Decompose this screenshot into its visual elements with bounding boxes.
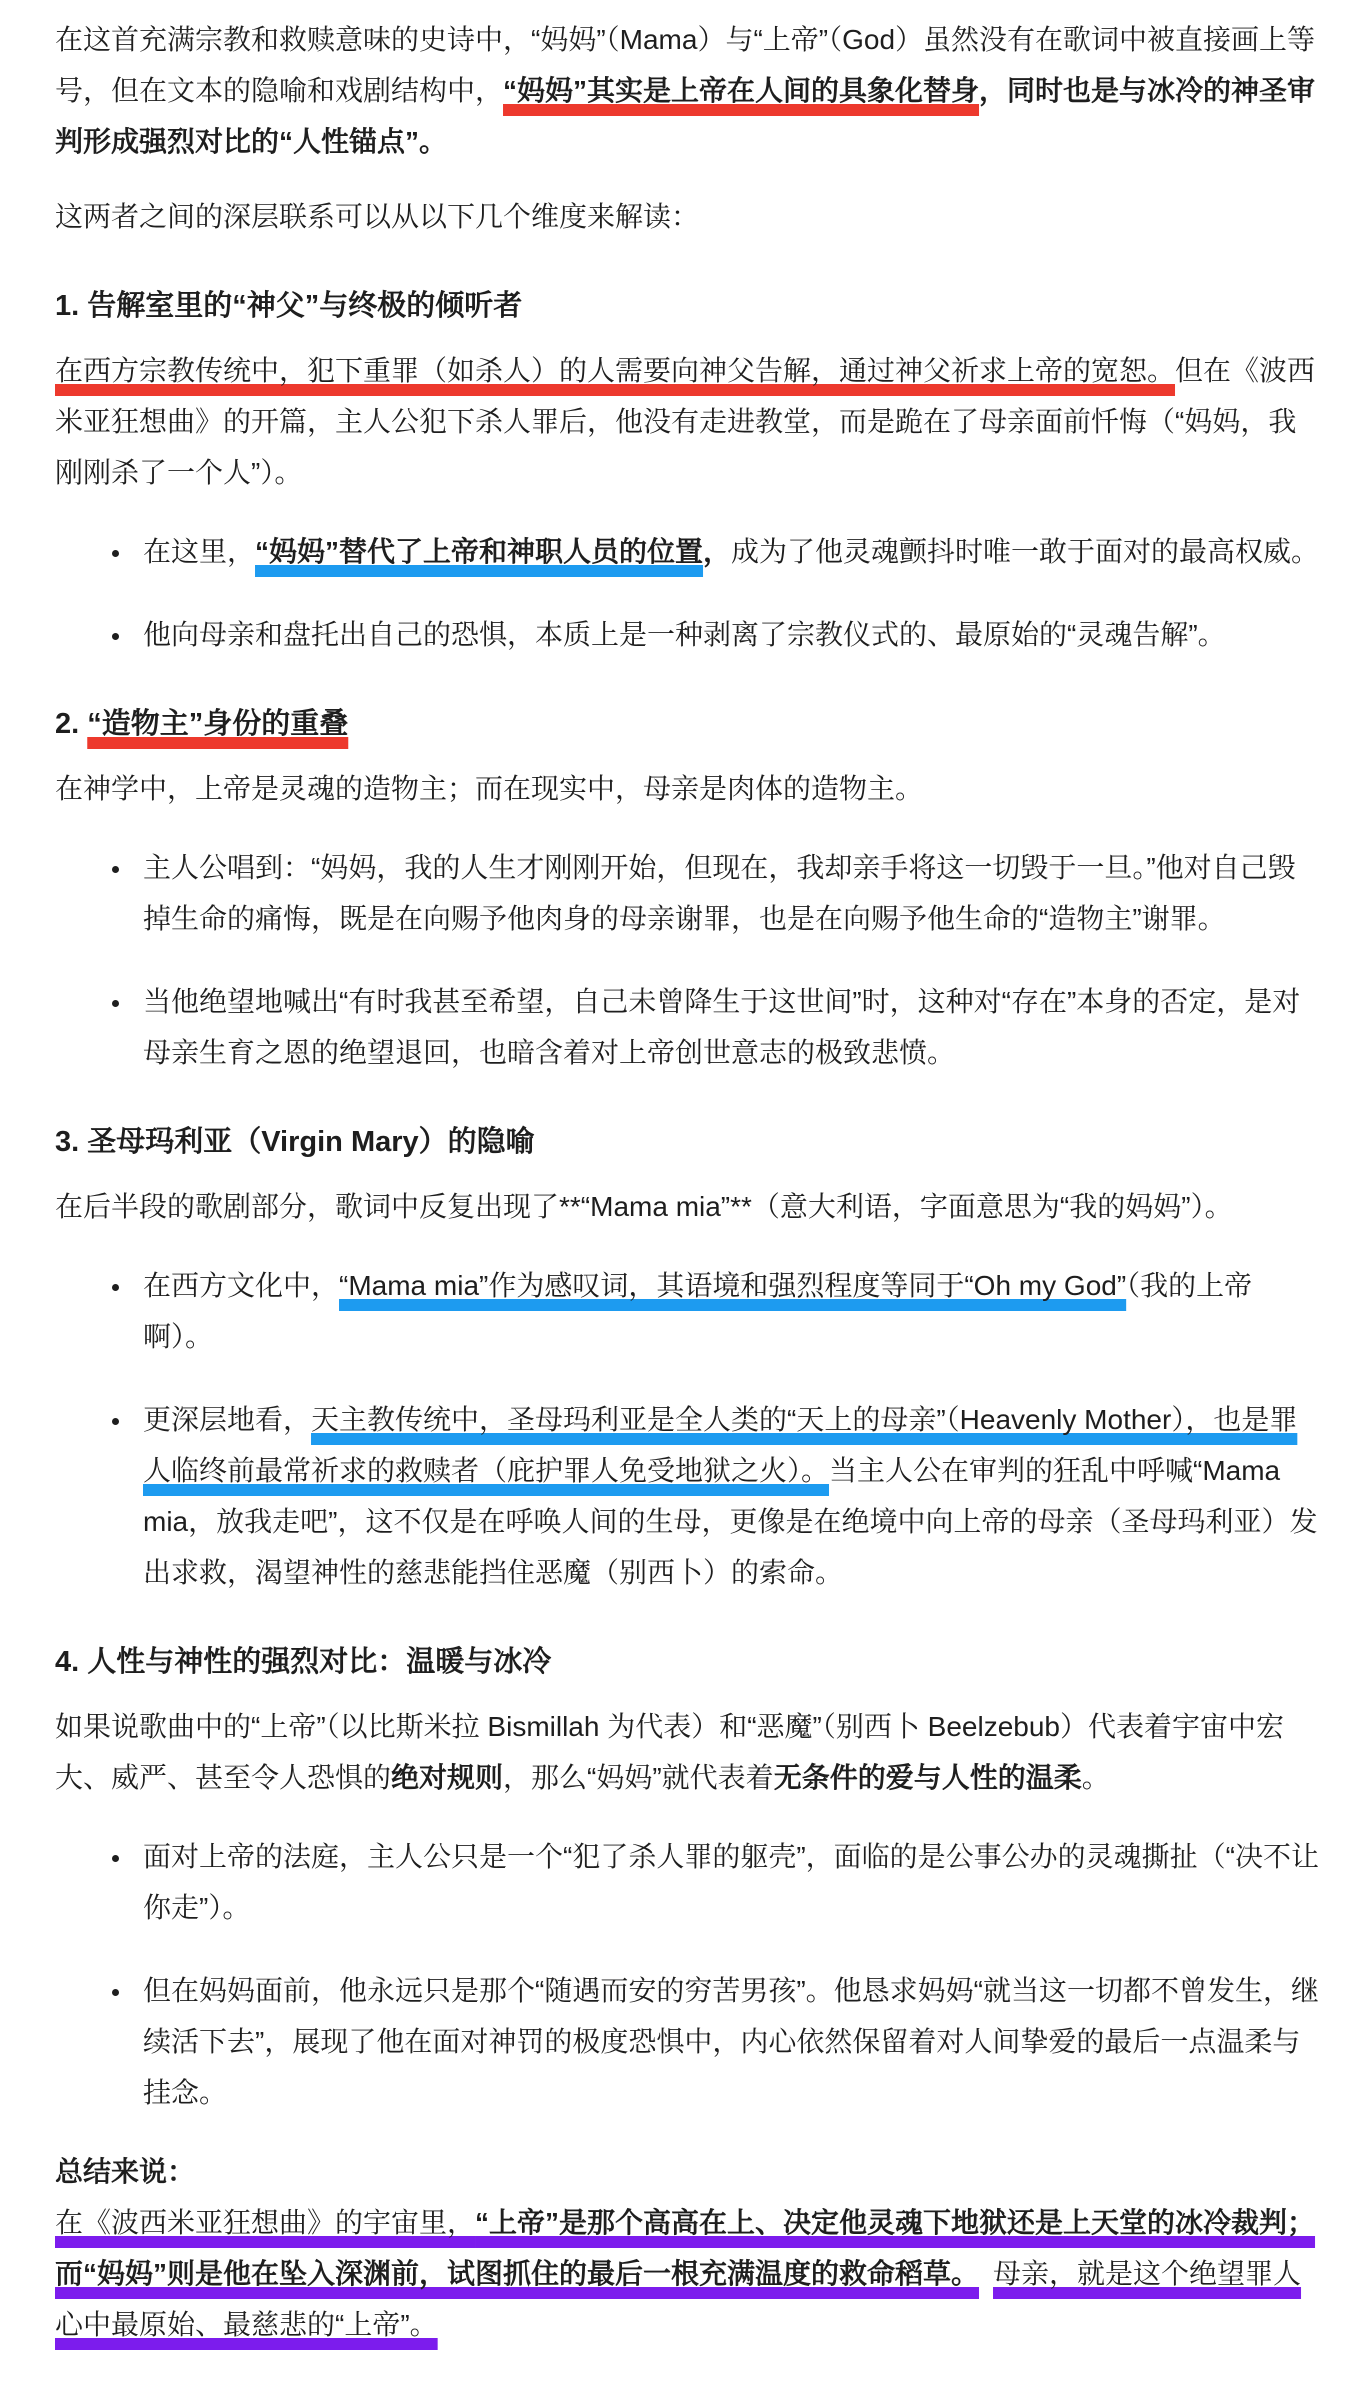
section3-paragraph: 在后半段的歌剧部分，歌词中反复出现了**“Mama mia”**（意大利语，字面意思为“我的妈妈”）。 [55,1191,1233,1222]
section4-text-mid: ，那么“妈妈”就代表着 [503,1762,774,1793]
section3-heading: 3. 圣母玛利亚（Virgin Mary）的隐喻 [55,1126,535,1158]
section4-text-end: 。 [1081,1762,1110,1793]
bullet-bold-tail: ， [703,536,732,567]
bullet-text-pre: 在西方文化中， [143,1270,340,1301]
section3-bullet-list [55,1260,1322,1598]
section2-heading-number: 2. [55,708,88,740]
list-item: • 主人公唱到：“妈妈，我的人生才刚刚开始，但现在，我却亲手将这一切毁于一旦。”他对自己毁掉生命的痛悔，既是在向赐予他肉身的母亲谢罪，也是在向赐予他生命的“造物主”谢罪。 [133,842,1322,944]
section1-bullet-list [55,526,1322,660]
section1-text-rest: 但在《波西米亚狂想曲》的开篇，主人公犯下杀人罪后，他没有走进教堂，而是跪在了母亲面前忏悔（“妈妈，我刚刚杀了一个人”）。 [55,355,1316,488]
blue-underline-mark: 天主教传统中，圣母玛利亚是全人类的“天上的母亲”（Heavenly Mother），也是罪人临终前最常祈求的救赎者（庇护罪人免受地狱之火）。 [143,1404,1298,1486]
summary-paragraph [55,2197,1322,2350]
intro-paragraph [55,14,1322,167]
lead-in-paragraph: 这两者之间的深层联系可以从以下几个维度来解读： [55,201,700,232]
section4-bold-2: 无条件的爱与人性的温柔 [773,1762,1082,1793]
list-item: • 他向母亲和盘托出自己的恐惧，本质上是一种剥离了宗教仪式的、最原始的“灵魂告解”。 [133,609,1322,660]
intro-bold-rest: ，同时也是与冰冷的神圣审判形成强烈对比的“人性锚点”。 [55,75,1316,157]
purple-underline-mark: 在《波西米亚狂想曲》的宇宙里， [55,2207,476,2238]
intro-text: 在这首充满宗教和救赎意味的史诗中，“妈妈”（Mama）与“上帝”（God）虽然没有在歌词中被直接画上等号，但在文本的隐喻和戏剧结构中， [55,24,1316,106]
section2-heading [55,704,1322,744]
list-item [133,1394,1322,1598]
red-underline-mark: “妈妈”其实是上帝在人间的具象化替身 [503,75,980,106]
list-item: • 当他绝望地喊出“有时我甚至希望，自己未曾降生于这世间”时，这种对“存在”本身的否定，是对母亲生育之恩的绝望退回，也暗含着对上帝创世意志的极致悲愤。 [133,976,1322,1078]
bullet-text-rest: （我的上帝啊）。 [143,1270,1253,1352]
list-item [133,1260,1322,1362]
bullet-text-pre: 更深层地看， [143,1404,312,1435]
list-item: • 但在妈妈面前，他永远只是那个“随遇而安的穷苦男孩”。他恳求妈妈“就当这一切都不曾发生，继续活下去”，展现了他在面对神罚的极度恐惧中，内心依然保留着对人间挚爱的最后一点温柔与挂念。 [133,1965,1322,2118]
section4-text-pre: 如果说歌曲中的“上帝”（以比斯米拉 Bismillah 为代表）和“恶魔”（别西卜 Beelzebub）代表着宇宙中宏大、威严、甚至令人恐惧的 [55,1711,1284,1793]
section4-bullet-list [55,1831,1322,2118]
purple-underline-bold-mark: “上帝”是那个高高在上、决定他灵魂下地狱还是上天堂的冰冷裁判；而“妈妈”则是他在坠入深渊前，试图抓住的最后一根充满温度的救命稻草。 [55,2207,1316,2289]
section4-heading: 4. 人性与神性的强烈对比：温暖与冰冷 [55,1646,552,1678]
bullet-bold [255,536,731,567]
bullet-text-rest: 当主人公在审判的狂乱中呼喊“Mama mia，放我走吧”，这不仅是在呼唤人间的生母，更像是在绝境中向上帝的母亲（圣母玛利亚）发出求救，渴望神性的慈悲能挡住恶魔（别西卜）的索命。 [143,1455,1318,1588]
section1-heading: 1. 告解室里的“神父”与终极的倾听者 [55,290,523,322]
red-underline-mark: 在西方宗教传统中，犯下重罪（如杀人）的人需要向神父告解，通过神父祈求上帝的宽恕。 [55,355,1176,386]
list-item [133,526,1322,577]
section4-bold-1: 绝对规则 [391,1762,504,1793]
section2-bullet-list [55,842,1322,1078]
bullet-text-rest: 成为了他灵魂颤抖时唯一敢于面对的最高权威。 [731,536,1320,567]
blue-underline-mark: “Mama mia”作为感叹词，其语境和强烈程度等同于“Oh my God” [339,1270,1127,1301]
bullet-text-pre: 在这里， [143,536,256,567]
list-item: • 面对上帝的法庭，主人公只是一个“犯了杀人罪的躯壳”，面临的是公事公办的灵魂撕扯（“决不让你走”）。 [133,1831,1322,1933]
section4-paragraph [55,1701,1322,1803]
purple-underline-mark: 母亲，就是这个绝望罪人心中最原始、最慈悲的“上帝”。 [55,2258,1302,2340]
red-underline-mark: “造物主”身份的重叠 [87,708,349,740]
blue-underline-mark: “妈妈”替代了上帝和神职人员的位置 [255,536,704,567]
summary-label [55,2146,1322,2197]
summary-label-text: 总结来说： [55,2156,196,2187]
section2-paragraph: 在神学中，上帝是灵魂的造物主；而在现实中，母亲是肉体的造物主。 [55,773,924,804]
section1-paragraph [55,345,1322,498]
